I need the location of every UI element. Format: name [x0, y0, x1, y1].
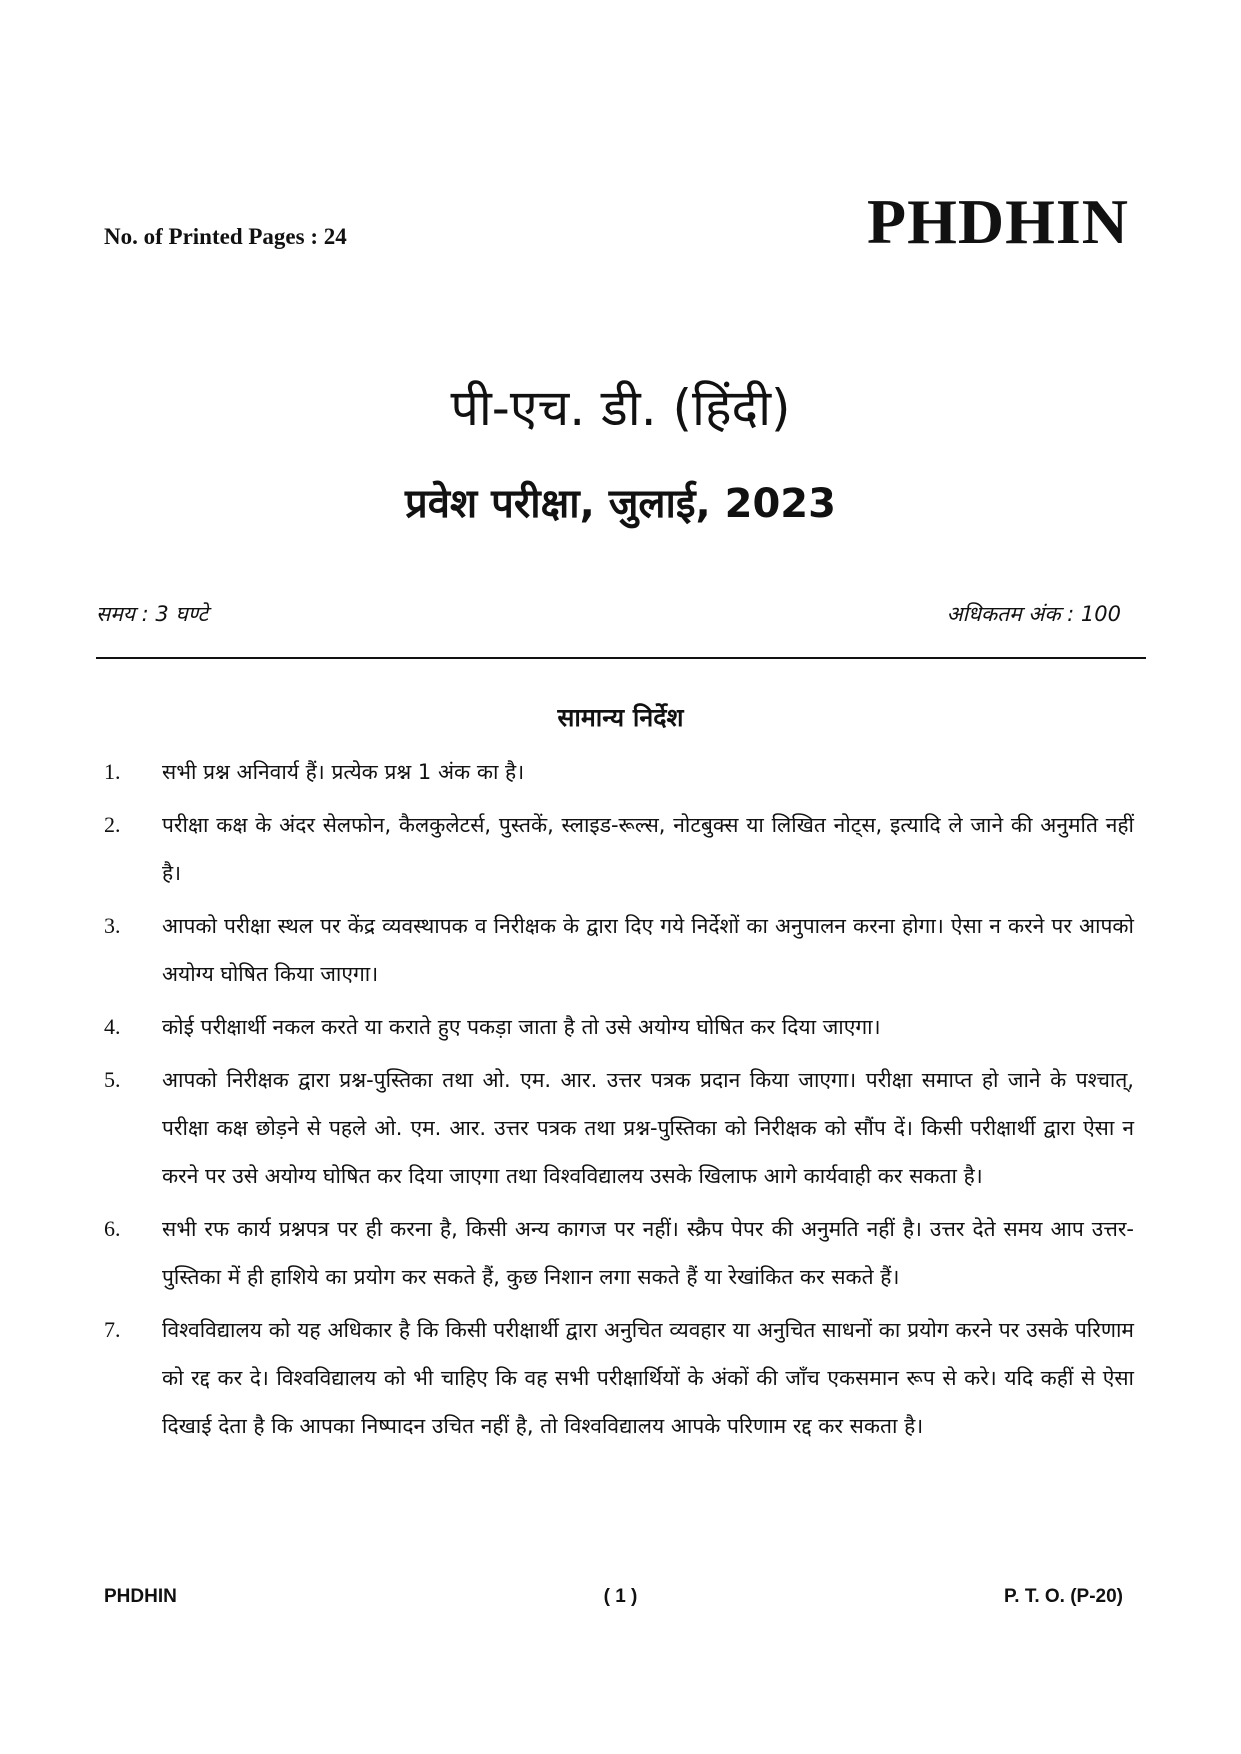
footer-paper-code: PHDHIN [104, 1586, 177, 1607]
instruction-number: 2. [104, 812, 121, 837]
header-divider [96, 657, 1146, 659]
instructions-list [104, 748, 1134, 1455]
footer-page-number: ( 1 ) [603, 1586, 638, 1607]
maximum-marks: अधिकतम अंक : 100 [946, 602, 1121, 626]
instruction-item [104, 748, 1134, 796]
instruction-text: परीक्षा कक्ष के अंदर सेलफोन, कैलकुलेटर्स, पुस्तकें, स्लाइड-रूल्स, नोटबुक्स या लिखित नोट्स, इत्यादि ले जाने की अनुमति नहीं है। [162, 813, 1134, 885]
paper-code: PHDHIN [867, 186, 1129, 257]
instruction-item [104, 1003, 1134, 1051]
instruction-number: 4. [104, 1014, 121, 1039]
instruction-number: 6. [104, 1216, 121, 1241]
instruction-number: 1. [104, 759, 121, 784]
instruction-item [104, 801, 1134, 897]
instruction-item [104, 902, 1134, 998]
instruction-item [104, 1205, 1134, 1301]
instruction-text: आपको परीक्षा स्थल पर केंद्र व्यवस्थापक व निरीक्षक के द्वारा दिए गये निर्देशों का अनुपालन करना होगा। ऐसा न करने पर आपको अयोग्य घोषित किया जाएगा। [162, 914, 1134, 986]
footer-please-turn-over: P. T. O. (P-20) [1004, 1586, 1123, 1607]
instruction-text: आपको निरीक्षक द्वारा प्रश्न-पुस्तिका तथा ओ. एम. आर. उत्तर पत्रक प्रदान किया जाएगा। परीक्षा समाप्त हो जाने के पश्चात्, परीक्षा कक्ष छोड़ने से पहले ओ. एम. आर. उत्तर पत्रक तथा प्रश्न-पुस्तिका को निरीक्षक को सौंप दें। किसी परीक्षार्थी द्वारा ऐसा न करने पर उसे अयोग्य घोषित कर दिया जाएगा तथा विश्वविद्यालय उसके खिलाफ आगे कार्यवाही कर सकता है। [162, 1068, 1134, 1188]
instruction-text: सभी प्रश्न अनिवार्य हैं। प्रत्येक प्रश्न 1 अंक का है। [162, 760, 525, 784]
printed-pages-count: No. of Printed Pages : 24 [104, 224, 347, 249]
exam-subtitle: प्रवेश परीक्षा, जुलाई, 2023 [405, 481, 836, 527]
exam-title: पी-एच. डी. (हिंदी) [450, 379, 791, 437]
instruction-text: सभी रफ कार्य प्रश्नपत्र पर ही करना है, किसी अन्य कागज पर नहीं। स्क्रैप पेपर की अनुमति नहीं है। उत्तर देते समय आप उत्तर-पुस्तिका में ही हाशिये का प्रयोग कर सकते हैं, कुछ निशान लगा सकते हैं या रेखांकित कर सकते हैं। [162, 1217, 1134, 1289]
instruction-number: 7. [104, 1317, 121, 1342]
instruction-item [104, 1306, 1134, 1450]
instruction-item [104, 1056, 1134, 1200]
instructions-heading: सामान्य निर्देश [557, 703, 684, 732]
instruction-text: विश्वविद्यालय को यह अधिकार है कि किसी परीक्षार्थी द्वारा अनुचित व्यवहार या अनुचित साधनों का प्रयोग करने पर उसके परिणाम को रद्द कर दे। विश्वविद्यालय को भी चाहिए कि वह सभी परीक्षार्थियों के अंकों की जाँच एकसमान रूप से करे। यदि कहीं से ऐसा दिखाई देता है कि आपका निष्पादन उचित नहीं है, तो विश्वविद्यालय आपके परिणाम रद्द कर सकता है। [162, 1318, 1134, 1438]
time-allowed: समय : 3 घण्टे [96, 602, 209, 626]
instruction-text: कोई परीक्षार्थी नकल करते या कराते हुए पकड़ा जाता है तो उसे अयोग्य घोषित कर दिया जाएगा। [162, 1015, 881, 1039]
instruction-number: 3. [104, 913, 121, 938]
instruction-number: 5. [104, 1067, 121, 1092]
